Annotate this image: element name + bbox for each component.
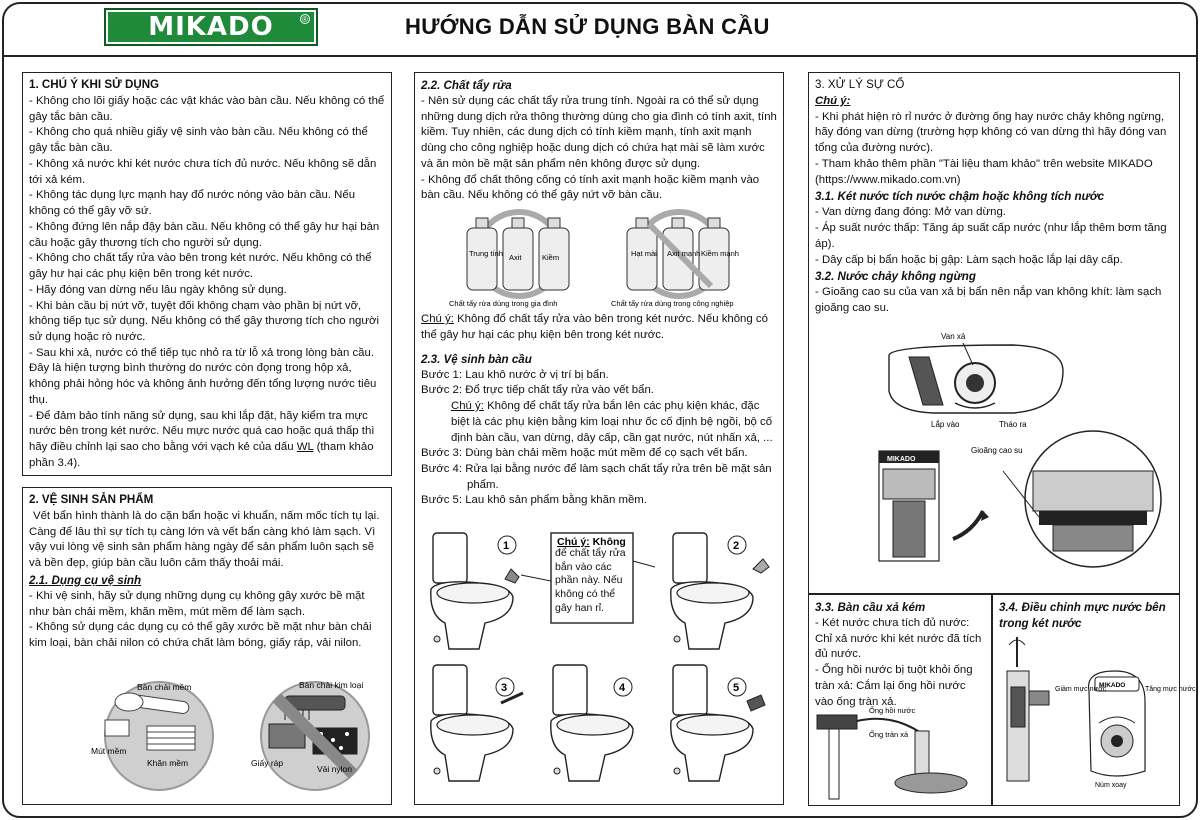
callout-note (521, 533, 655, 623)
flush-valve-illustration (813, 321, 1173, 591)
bottle-label: Axit (509, 253, 522, 263)
section-weak-flush (808, 594, 992, 806)
bottle-label: Hạt mài (631, 249, 657, 259)
bottle-label: Kiềm mạnh (701, 249, 739, 259)
abrasive-tools-figure (251, 680, 369, 790)
section-troubleshooting (808, 72, 1180, 594)
figure-label: Tăng mực nước (1145, 686, 1196, 693)
sub-heading: 2.2. Chất tẩy rửa (421, 79, 512, 92)
svg-text:Giảm mực nước (1055, 686, 1107, 693)
figure-label: Núm xoay (1095, 782, 1127, 789)
tool-label: Bàn chải mềm (137, 682, 192, 692)
soft-tools-figure (91, 682, 213, 790)
figure-label: Gioăng cao su (971, 446, 1023, 455)
list-item: - Tham khảo thêm phần "Tài liệu tham khảo" trên website MIKADO (https://www.mikado.com.vn) (815, 157, 1153, 186)
sub-heading: 3.1. Két nước tích nước chậm hoặc không tích nước (815, 190, 1105, 204)
step-2-figure (671, 533, 769, 649)
registered-mark: ® (300, 14, 310, 24)
bottle-label: Kiềm (542, 253, 560, 263)
list-item: - Không đổ chất thông cống có tính axit mạnh hoặc kiềm mạnh vào bàn cầu. Nếu không có thể gây nứt vỡ bàn cầu. (421, 173, 760, 202)
tool-label: Mút mềm (91, 746, 127, 756)
household-detergents (449, 212, 569, 308)
water-level-adjust-illustration (995, 631, 1196, 801)
section-water-level (992, 594, 1196, 806)
step-note: Chú ý: Không để chất tẩy rửa bắn lên các phụ kiện khác, đặc biệt là các phụ kiện bằng kim loại như ốc cố định bệ ngồi, bộ cố định bàn cầu, van dừng, dây cấp, cần gạt nước, nút nhấn xả, ... (451, 400, 773, 444)
list-item: - Sau khi xả, nước có thể tiếp tục nhỏ ra từ lỗ xả trong lòng bàn cầu. Đây là hiện tượng bình thường do nước còn đọng trong hộp xả, không phải hỏng hóc và không ảnh hưởng đến tổng lượng nước tiêu thụ. (29, 346, 377, 406)
svg-text:Chú ý: Không: Chú ý: Không (557, 536, 626, 548)
section-cleaning (22, 487, 392, 805)
list-item: - Khi bàn cầu bị nứt vỡ, tuyệt đối không chạm vào phần bị nứt vỡ, không tiếp tục sử dụng. Nếu không có thể gây thương tích cho người sử dụng hoặc rò nước. (29, 299, 380, 343)
header-divider (2, 55, 1198, 57)
step-item: Bước 4: Rửa lại bằng nước để làm sạch chất tẩy rửa trên bề mặt sản phẩm. (421, 462, 772, 491)
flush-valve-closeup (879, 431, 1161, 567)
step-number: 2 (733, 540, 740, 552)
bottle-caption: Chất tẩy rửa dùng trong gia đình (449, 299, 558, 309)
list-item: - Hãy đóng van dừng nếu lâu ngày không sử dụng. (29, 283, 287, 296)
list-item: - Không cho chất tẩy rửa vào bên trong két nước. Nếu không có thể gây hư hại các phụ kiện bên trong két nước. (29, 252, 372, 281)
sub-heading: 2.3. Vệ sinh bàn cầu (421, 352, 532, 366)
step-item: Bước 5: Lau khô sản phẩm bằng khăn mềm. (421, 494, 647, 507)
list-item: - Không cho quá nhiều giấy vệ sinh vào bàn cầu. Nếu không có thể gây tắc bàn cầu. (29, 126, 368, 155)
note-label: Chú ý: (815, 94, 851, 107)
paragraph: Vết bẩn hình thành là do cặn bẩn hoặc vi khuẩn, nấm mốc tích tụ lại. Càng để lâu thì sự tích tụ càng lớn và vết bẩn càng khó làm sạch. Vì vậy vui lòng vệ sinh sản phẩm hàng ngày để sản phẩm luôn sạch sẽ và bền đẹp, giúp bàn cầu luôn cảm thấy thoải mái. (29, 509, 380, 570)
callout-text: để chất tẩy rửa bắn vào các phần này. Nếu không có thể gây han rỉ. (555, 547, 626, 614)
brand-logo (104, 8, 318, 46)
step-item: Bước 1: Lau khô nước ở vị trí bị bẩn. (421, 368, 609, 381)
svg-text:Tăng mực nước (1145, 686, 1196, 693)
sub-heading: 3.4. Điều chỉnh mực nước bên trong két nước (999, 601, 1166, 630)
step-3-figure (431, 665, 523, 781)
tool-label: Giấy ráp (251, 758, 284, 768)
tool-label: Bàn chải kim loại (299, 680, 364, 690)
section-usage-notes (22, 72, 392, 476)
list-item: - Không xả nước khi két nước chưa tích đủ nước. Nếu không sẽ dẫn tới xả kém. (29, 157, 377, 186)
tool-label: Vải nylon (317, 764, 352, 774)
step-number: 4 (619, 682, 626, 694)
sub-heading: 3.3. Bàn cầu xả kém (815, 601, 926, 614)
list-item: - Van dừng đang đóng: Mở van dừng. (815, 206, 1006, 219)
bottle-label: Axit mạnh (667, 249, 701, 259)
figure-label: Tháo ra (999, 420, 1027, 429)
step-item: Bước 3: Dùng bàn chải mềm hoặc mút mềm để cọ sạch vết bẩn. (421, 447, 748, 460)
figure-label: MIKADO (887, 456, 916, 463)
step-item: Bước 2: Đổ trực tiếp chất tẩy rửa vào vết bẩn. (421, 384, 654, 397)
figure-label: MIKADO (1099, 682, 1126, 689)
list-item: - Nên sử dụng các chất tẩy rửa trung tính. Ngoài ra có thể sử dụng những dung dịch rửa thông thường dùng cho gia đình có tính axit, tính kiềm. Tuy nhiên, các dung dịch có tính kiềm mạnh, tính axit mạnh dùng cho công nghiệp hoặc dung dịch có chứa hạt mài sẽ làm xước và ăn mòn bề mặt sản phẩm nên không được sử dụng. (421, 94, 777, 170)
sub-heading: 2.1. Dụng cụ vệ sinh (29, 573, 142, 587)
figure-label: Ống hồi nước (869, 706, 916, 715)
list-item: - Khi vệ sinh, hãy sử dụng những dụng cụ không gây xước bề mặt như bàn chải mềm, khăn mềm, mút mềm để làm sạch. (29, 589, 365, 618)
list-item: - Gioăng cao su của van xả bị bẩn nên nắp van không khít: làm sạch gioăng cao su. (815, 286, 1162, 315)
step-number: 3 (501, 682, 508, 694)
industrial-detergents (611, 212, 739, 308)
sub-heading: 3.2. Nước chảy không ngừng (815, 270, 976, 284)
list-item: - Không cho lõi giấy hoặc các vật khác vào bàn cầu. Nếu không có thể gây tắc bàn cầu. (29, 94, 385, 123)
list-item: - Để đảm bảo tính năng sử dụng, sau khi lắp đặt, hãy kiểm tra mực nước bên trong két nước. Nếu mực nước quá cao hoặc quá thấp thì hãy điều chỉnh lại sao cho bằng với vạch kẻ của dấu WL (tham khảo phần 3.4). (29, 409, 375, 469)
section-heading: 1. CHÚ Ý KHI SỬ DỤNG (29, 78, 160, 91)
list-item: - Áp suất nước thấp: Tăng áp suất cấp nước (như lắp thêm bơm tăng áp). (815, 222, 1167, 250)
list-item: - Dây cấp bị bẩn hoặc bị gập: Làm sạch hoặc lắp lại dây cấp. (815, 253, 1123, 266)
list-item: - Khi phát hiện rò rỉ nước ở đường ống hay nước chảy không ngừng, hãy đóng van dừng (trường hợp không có van dừng thì hãy đóng van tổng của đường nước). (815, 110, 1167, 155)
bottle-label: Trung tính (469, 249, 503, 259)
list-item: - Không tác dụng lực mạnh hay đổ nước nóng vào bàn cầu. Nếu không có thể gây vỡ sứ. (29, 189, 356, 218)
bottle-caption: Chất tẩy rửa dùng trong công nghiệp (611, 299, 734, 309)
step-1-figure (431, 533, 519, 649)
step-number: 5 (733, 682, 740, 694)
step-5-figure (671, 665, 765, 781)
tank-top-view (889, 332, 1063, 429)
section-heading: 2. VỆ SINH SẢN PHẨM (29, 493, 154, 506)
figure-label: Lắp vào (931, 420, 960, 429)
refill-tube-illustration (811, 703, 987, 803)
wl-mark: WL (296, 441, 314, 454)
cleaning-steps-illustration (419, 531, 779, 799)
list-item: - Không sử dụng các dụng cụ có thể gây xước bề mặt như bàn chải kim loại, bàn chải nilon có chứa chất làm bóng, giấy ráp, vải nilon. (29, 621, 372, 650)
section-detergent-and-cleaning (414, 72, 784, 805)
page-title: HƯỚNG DẪN SỬ DỤNG BÀN CẦU (405, 14, 770, 39)
step-number: 1 (503, 540, 510, 552)
cleaning-tools-illustration (29, 668, 385, 798)
brand-name: MIKADO (148, 12, 274, 42)
tool-label: Khăn mềm (147, 758, 189, 768)
step-4-figure (551, 665, 633, 781)
list-item: - Không đứng lên nắp đậy bàn cầu. Nếu không có thể gây hư hại bàn cầu hoặc gây thương tích cho người sử dụng. (29, 220, 380, 249)
list-item: - Két nước chưa tích đủ nước: Chỉ xả nước khi két nước đã tích đủ nước. (815, 616, 982, 661)
figure-label: Giảm mực nước (1055, 686, 1107, 693)
figure-label: Ống tràn xả (869, 730, 909, 739)
section-heading: 3. XỬ LÝ SỰ CỐ (815, 78, 905, 91)
detergent-note: Chú ý: Không đổ chất tẩy rửa vào bên trong két nước. Nếu không có thể gây hư hại các phụ kiện bên trong két nước. (421, 313, 768, 341)
figure-label: Van xả (941, 332, 966, 341)
detergent-bottles-illustration (421, 206, 777, 310)
list-item: - Ống hồi nước bị tuột khỏi ống tràn xả: Cắm lại ống hồi nước vào ống tràn xả. (815, 664, 973, 708)
